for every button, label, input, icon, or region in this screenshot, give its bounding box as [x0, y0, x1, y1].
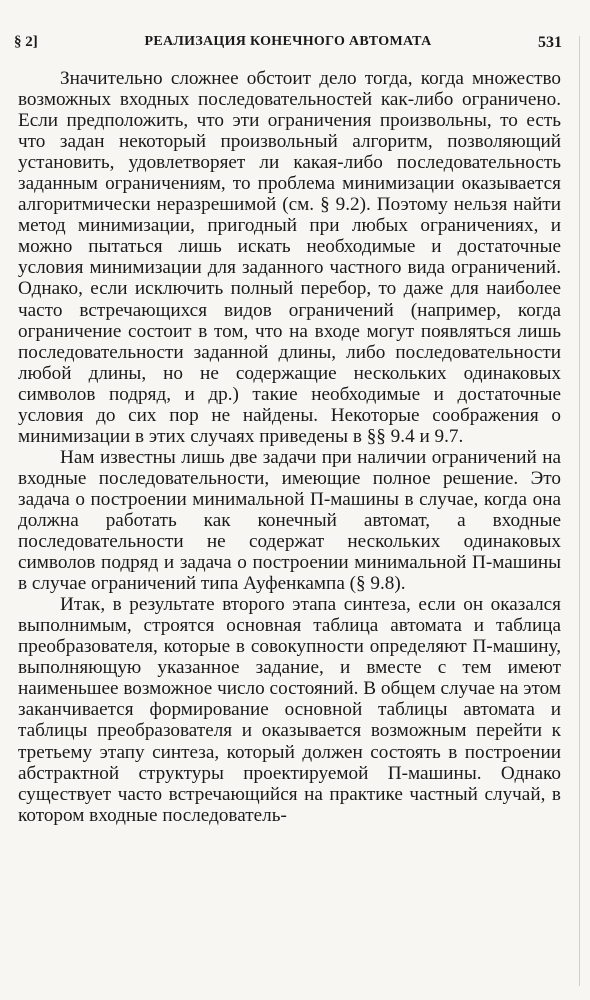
main-text	[18, 68, 561, 826]
paragraph-3: Итак, в результате второго этапа синтеза, если он оказался выполнимым, строятся основная таблица автомата и таблица преобразователя, которые в совокупности определяют П-машину, выполняющую указанное задание, и вместе с тем имеют наименьшее возможное число состояний. В общем случае на этом заканчивается формирование основной таблицы автомата и таблицы преобразователя и оказывается возможным перейти к третьему этапу синтеза, который должен состоять в построении абстрактной структуры проектируемой П-машины. Однако существует часто встречающийся на практике частный случай, в котором входные последователь-	[18, 594, 561, 826]
section-marker: § 2]	[14, 34, 38, 50]
chapter-title: РЕАЛИЗАЦИЯ КОНЕЧНОГО АВТОМАТА	[144, 34, 432, 49]
paragraph-2: Нам известны лишь две задачи при наличии ограничений на входные последовательности, имеющие полное решение. Это задача о построении минимальной П-машины в случае, когда она должна работать как конечный автомат, а входные последовательности не содержат нескольких одинаковых символов подряд и задача о построении минимальной П-машины в случае ограничений типа Ауфенкампа (§ 9.8).	[18, 446, 561, 595]
running-header	[14, 34, 562, 58]
paragraph-1: Значительно сложнее обстоит дело тогда, когда множество возможных входных последовательностей как-либо ограничено. Если предположить, что эти ограничения произвольны, то есть что задан некоторый произвольный алгоритм, позволяющий установить, удовлетворяет ли какая-либо последовательность заданным ограничениям, то проблема минимизации оказывается алгоритмически неразрешимой (см. § 9.2). Поэтому нельзя найти метод минимизации, пригодный при любых ограничениях, и можно пытаться лишь искать необходимые и достаточные условия минимизации для заданного частного вида ограничений. Однако, если исключить полный перебор, то даже для наиболее часто встречающихся видов ограничений (например, когда ограничение состоит в том, что на входе могут появляться лишь последовательности заданной длины, либо последовательности любой длины, но не содержащие нескольких одинаковых символов подряд, и др.) такие необходимые и достаточные условия до сих пор не найдены. Некоторые соображения о минимизации в этих случаях приведены в §§ 9.4 и 9.7.	[18, 68, 561, 447]
page-edge-line	[579, 36, 580, 986]
page-number: 531	[538, 34, 562, 51]
